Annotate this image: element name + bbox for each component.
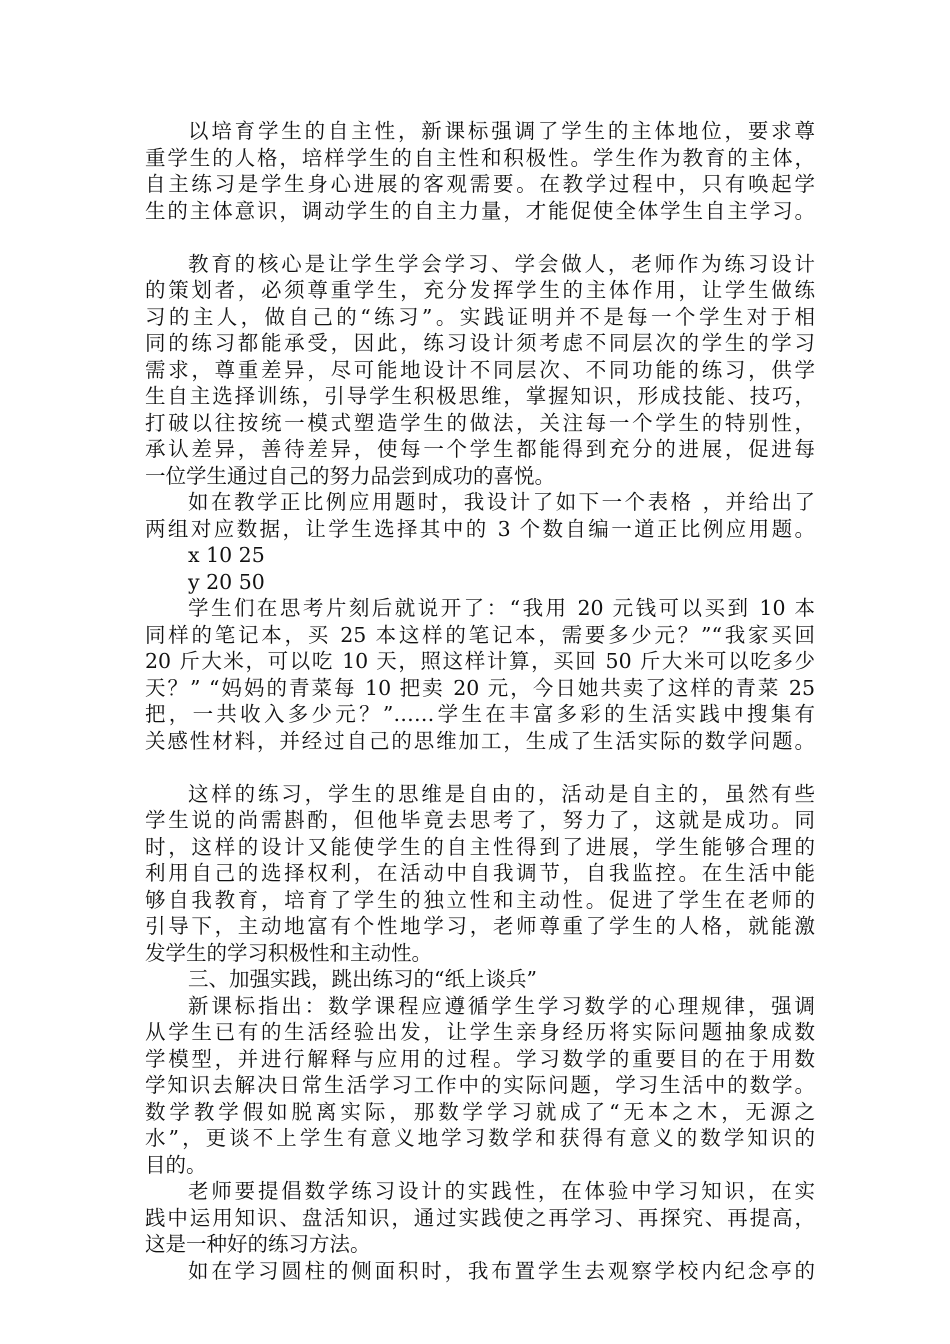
text-line [145,1152,815,1179]
text-line [145,1046,815,1073]
text-line-content: 目的。 [145,1152,207,1177]
text-line-content: 以培育学生的自主性，新课标强调了学生的主体地位，要求尊 [188,119,815,143]
text-line-content: 关感性材料，并经过自己的思维加工，生成了生活实际的数学问题。 [145,728,815,753]
text-line [145,1099,815,1126]
text-line [145,410,815,437]
text-line-content: 需求，尊重差异，尽可能地设计不同层次、不同功能的练习，供学 [145,357,815,382]
text-line [145,489,815,516]
text-line-content: 两组对应数据，让学生选择其中的 3 个数自编一道正比例应用题。 [145,516,815,541]
text-line-content: 引导下，主动地富有个性地学习，老师尊重了学生的人格，就能激 [145,914,815,938]
text-line [145,357,815,384]
text-line [145,913,815,940]
text-line-content: 自主练习是学生身心进展的客观需要。在教学过程中，只有唤起学 [145,172,815,196]
text-line-content: 生自主选择训练，引导学生积极思维，掌握知识，形成技能、技巧， [145,384,815,408]
text-line-content: 重学生的人格，培样学生的自主性和积极性。学生作为教育的主体， [145,145,815,170]
text-line-content: 一位学生通过自己的努力品尝到成功的喜悦。 [145,463,555,488]
text-line [145,198,815,225]
text-line-content: 学生说的尚需斟酌，但他毕竟去思考了，努力了，这就是成功。同 [145,808,815,832]
text-line-content: 教育的核心是让学生学会学习、学会做人，老师作为练习设计 [188,251,815,276]
text-line-content: 三、加强实践，跳出练习的“纸上谈兵” [188,967,537,991]
text-line [145,383,815,410]
paragraph-gap [145,224,815,251]
text-line-content: 这是一种好的练习方法。 [145,1232,371,1256]
text-line [145,516,815,543]
text-line [145,1125,815,1152]
text-line-content: 学生们在思考片刻后就说开了：“我用 20 元钱可以买到 10 本 [188,596,815,620]
text-line [145,1019,815,1046]
text-line-content: 如在教学正比例应用题时，我设计了如下一个表格 ，并给出了 [188,490,815,514]
text-line [145,463,815,490]
text-line-content: 从学生已有的生活经验出发，让学生亲身经历将实际问题抽象成数 [145,1020,815,1044]
text-line [145,648,815,675]
text-line-content: 利用自己的选择权利，在活动中自我调节，自我监控。在生活中能 [145,861,815,885]
text-line [145,622,815,649]
text-line-content: 这样的练习，学生的思维是自由的，活动是自主的，虽然有些 [188,781,815,806]
text-line [145,304,815,331]
text-line-content: x 10 25 [188,543,265,567]
text-line-content: 习的主人，做自己的“练习”。实践证明并不是每一个学生对于相 [145,304,815,329]
text-line-content: 学知识去解决日常生活学习工作中的实际问题，学习生活中的数学。 [145,1073,815,1097]
text-line [145,277,815,304]
text-line-content: y 20 50 [188,569,265,594]
text-line [145,807,815,834]
text-line [145,1072,815,1099]
text-line [145,251,815,278]
text-line [145,330,815,357]
text-line [145,675,815,702]
text-line [145,1205,815,1232]
text-line-content: 够自我教育，培育了学生的独立性和主动性。促进了学生在老师的 [145,887,815,912]
text-line-content: 新课标指出：数学课程应遵循学生学习数学的心理规律，强调 [188,993,815,1018]
text-line-content: 的策划者，必须尊重学生，充分发挥学生的主体作用，让学生做练 [145,278,815,302]
text-line [145,118,815,145]
text-line [145,1258,815,1285]
text-line-content: 20 斤大米，可以吃 10 天，照这样计算，买回 50 斤大米可以吃多少 [145,649,815,673]
text-line [145,1231,815,1258]
text-line [145,701,815,728]
paragraph-gap [145,754,815,781]
text-line-content: 水”，更谈不上学生有意义地学习数学和获得有意义的数学知识的 [145,1126,815,1150]
text-line-content: 数学教学假如脱离实际，那数学学习就成了“无本之木，无源之 [145,1099,815,1124]
text-line [145,569,815,596]
text-line-content: 生的主体意识，调动学生的自主力量，才能促使全体学生自主学习。 [145,198,815,223]
text-line [145,171,815,198]
text-line-content: 时，这样的设计又能使学生的自主性得到了进展，学生能够合理的 [145,834,815,859]
text-line [145,781,815,808]
text-line-content: 天？” “妈妈的青菜每 10 把卖 20 元，今日她共卖了这样的青菜 25 [145,675,815,700]
text-line [145,860,815,887]
text-line-content: 把，一共收入多少元？”……学生在丰富多彩的生活实践中搜集有 [145,702,815,726]
text-line-content: 同的练习都能承受，因此，练习设计须考虑不同层次的学生的学习 [145,331,815,355]
text-line [145,542,815,569]
text-line [145,993,815,1020]
text-line [145,966,815,993]
text-line [145,595,815,622]
text-line-content: 承认差异，善待差异，使每一个学生都能得到充分的进展，促进每 [145,437,815,461]
text-line [145,145,815,172]
text-line-content: 打破以往按统一模式塑造学生的做法，关注每一个学生的特别性， [145,410,815,435]
text-line-content: 老师要提倡数学练习设计的实践性，在体验中学习知识，在实 [188,1179,815,1203]
text-line [145,887,815,914]
text-line [145,834,815,861]
text-line-content: 学模型，并进行解释与应用的过程。学习数学的重要目的在于用数 [145,1046,815,1071]
text-line [145,1178,815,1205]
text-line-content: 践中运用知识、盘活知识，通过实践使之再学习、再探究、再提高， [145,1205,815,1230]
text-line-content: 发学生的学习积极性和主动性。 [145,940,432,965]
text-line-content: 如在学习圆柱的侧面积时，我布置学生去观察学校内纪念亭的 [188,1258,815,1283]
text-line [145,436,815,463]
text-line [145,940,815,967]
text-line-content: 同样的笔记本，买 25 本这样的笔记本，需要多少元？”“我家买回 [145,622,815,647]
document-body [145,118,815,1284]
text-line [145,728,815,755]
